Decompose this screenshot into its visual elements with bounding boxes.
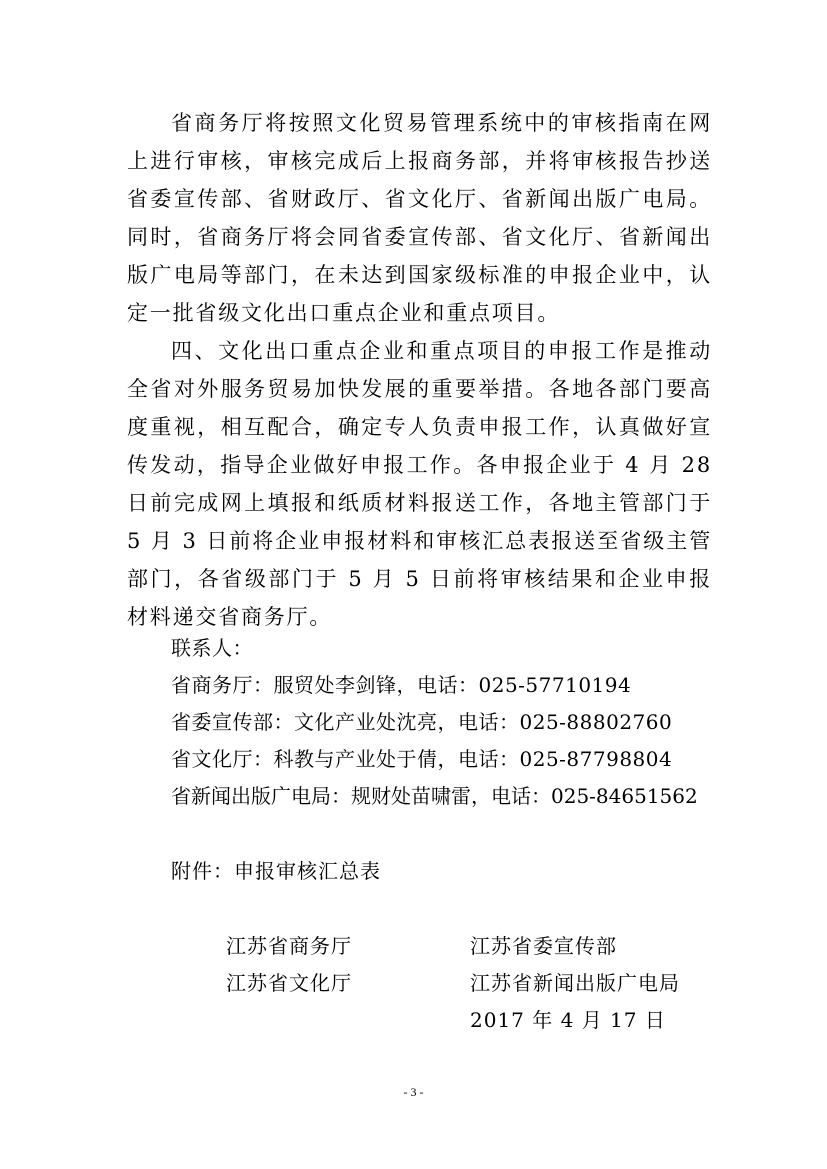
contact-item-commerce: 省商务厅：服贸处李剑锋，电话：025-57710194	[171, 673, 632, 697]
contact-item-propaganda: 省委宣传部：文化产业处沈亮，电话：025-88802760	[171, 710, 673, 734]
signature-propaganda-dept: 江苏省委宣传部	[470, 934, 617, 958]
signature-date: 2017 年 4 月 17 日	[470, 1008, 666, 1032]
attachment-line: 附件：申报审核汇总表	[171, 859, 381, 883]
contact-item-press: 省新闻出版广电局：规财处苗啸雷，电话：025-84651562	[171, 784, 698, 808]
signature-press-bureau: 江苏省新闻出版广电局	[470, 971, 680, 995]
contact-item-culture: 省文化厅：科教与产业处于倩，电话：025-87798804	[171, 747, 673, 771]
body-paragraph-2: 四、文化出口重点企业和重点项目的申报工作是推动全省对外服务贸易加快发展的重要举措。各地各部门要高度重视，相互配合，确定专人负责申报工作，认真做好宣传发动，指导企业做好申报工作。各申报企业于 4 月 28 日前完成网上填报和纸质材料报送工作，各地主管部门于 5 月 3 日前将企业申报材料和审核汇总表报送至省级主管部门，各省级部门于 5 月 5 日前将审核结果和企业申报材料递交省商务厅。	[127, 339, 712, 629]
contacts-title: 联系人：	[171, 636, 253, 660]
signature-culture-dept: 江苏省文化厅	[226, 971, 352, 995]
body-paragraph-1: 省商务厅将按照文化贸易管理系统中的审核指南在网上进行审核，审核完成后上报商务部，并将审核报告抄送省委宣传部、省财政厅、省文化厅、省新闻出版广电局。同时，省商务厅将会同省委宣传部、省文化厅、省新闻出版广电局等部门，在未达到国家级标准的申报企业中，认定一批省级文化出口重点企业和重点项目。	[127, 111, 712, 325]
signature-commerce-dept: 江苏省商务厅	[226, 934, 352, 958]
page-number: - 3 -	[403, 1085, 424, 1099]
